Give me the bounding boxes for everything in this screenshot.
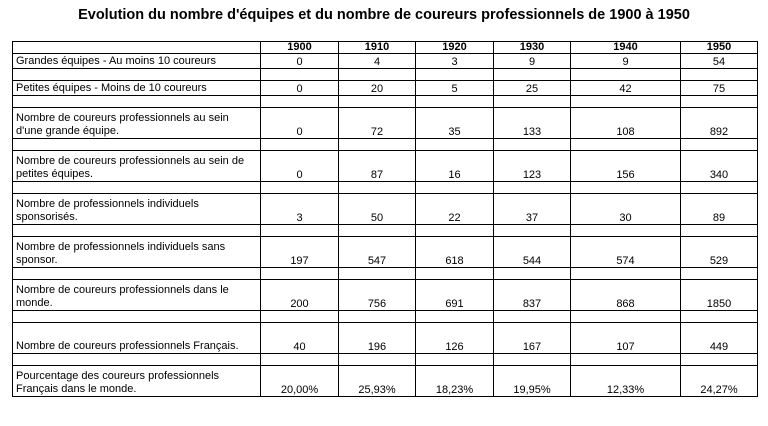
table-row: [13, 54, 758, 69]
spacer-row: [13, 139, 758, 151]
table-cell: 24,27%: [681, 366, 758, 397]
spacer-row: [13, 182, 758, 194]
table-cell: 22: [416, 194, 494, 225]
table-cell: 133: [494, 108, 571, 139]
row-label: Nombre de coureurs professionnels Français.: [13, 323, 261, 354]
table-cell: 19,95%: [494, 366, 571, 397]
table-cell: 544: [494, 237, 571, 268]
table-row: [13, 151, 758, 182]
year-header: 1920: [416, 42, 494, 54]
table-cell: 1850: [681, 280, 758, 311]
table-row: [13, 280, 758, 311]
spacer-row: [13, 311, 758, 323]
page-title: Evolution du nombre d'équipes et du nombre de coureurs professionnels de 1900 à 1950: [78, 7, 690, 23]
row-label: Petites équipes - Moins de 10 coureurs: [13, 81, 261, 96]
table-cell: 0: [261, 54, 339, 69]
spacer-row: [13, 69, 758, 81]
row-label: Nombre de coureurs professionnels dans le monde.: [13, 280, 261, 311]
table-cell: 200: [261, 280, 339, 311]
table-cell: 9: [494, 54, 571, 69]
table-cell: 42: [571, 81, 681, 96]
table-cell: 0: [261, 81, 339, 96]
row-label: Nombre de coureurs professionnels au sein d'une grande équipe.: [13, 108, 261, 139]
table-cell: 16: [416, 151, 494, 182]
table-cell: 3: [416, 54, 494, 69]
header-row: [13, 42, 758, 54]
year-header: 1950: [681, 42, 758, 54]
table-cell: 25: [494, 81, 571, 96]
table-row: [13, 108, 758, 139]
table-row: [13, 366, 758, 397]
table-cell: 20,00%: [261, 366, 339, 397]
table-row: [13, 194, 758, 225]
table-cell: 108: [571, 108, 681, 139]
year-header: 1940: [571, 42, 681, 54]
table-cell: 89: [681, 194, 758, 225]
table-cell: 9: [571, 54, 681, 69]
table-cell: 156: [571, 151, 681, 182]
table-cell: 126: [416, 323, 494, 354]
row-label: Nombre de professionnels individuels sponsorisés.: [13, 194, 261, 225]
table-cell: 35: [416, 108, 494, 139]
table-cell: 197: [261, 237, 339, 268]
table-cell: 868: [571, 280, 681, 311]
table-cell: 4: [339, 54, 416, 69]
row-label: Nombre de professionnels individuels sans sponsor.: [13, 237, 261, 268]
table-cell: 196: [339, 323, 416, 354]
table-cell: 40: [261, 323, 339, 354]
row-label: Nombre de coureurs professionnels au sein de petites équipes.: [13, 151, 261, 182]
spacer-row: [13, 268, 758, 280]
table-cell: 574: [571, 237, 681, 268]
table-cell: 12,33%: [571, 366, 681, 397]
table-cell: 691: [416, 280, 494, 311]
table-row: [13, 81, 758, 96]
table-cell: 449: [681, 323, 758, 354]
spacer-row: [13, 354, 758, 366]
table-cell: 75: [681, 81, 758, 96]
table-cell: 892: [681, 108, 758, 139]
table-cell: 123: [494, 151, 571, 182]
table-cell: 547: [339, 237, 416, 268]
spacer-row: [13, 225, 758, 237]
table-cell: 37: [494, 194, 571, 225]
table-cell: 72: [339, 108, 416, 139]
table-cell: 618: [416, 237, 494, 268]
table-cell: 3: [261, 194, 339, 225]
table-cell: 20: [339, 81, 416, 96]
table-cell: 5: [416, 81, 494, 96]
year-header: 1900: [261, 42, 339, 54]
table-cell: 167: [494, 323, 571, 354]
table-cell: 837: [494, 280, 571, 311]
table-row: [13, 323, 758, 354]
header-corner: [13, 42, 261, 54]
table-cell: 18,23%: [416, 366, 494, 397]
table-cell: 30: [571, 194, 681, 225]
year-header: 1910: [339, 42, 416, 54]
table-cell: 0: [261, 108, 339, 139]
table-cell: 340: [681, 151, 758, 182]
table-cell: 87: [339, 151, 416, 182]
year-header: 1930: [494, 42, 571, 54]
row-label: Grandes équipes - Au moins 10 coureurs: [13, 54, 261, 69]
table-cell: 107: [571, 323, 681, 354]
table-cell: 0: [261, 151, 339, 182]
table-cell: 50: [339, 194, 416, 225]
table-cell: 529: [681, 237, 758, 268]
table-cell: 25,93%: [339, 366, 416, 397]
table-cell: 54: [681, 54, 758, 69]
table-cell: 756: [339, 280, 416, 311]
table-row: [13, 237, 758, 268]
data-table: [12, 41, 758, 397]
spacer-row: [13, 96, 758, 108]
row-label: Pourcentage des coureurs professionnels Français dans le monde.: [13, 366, 261, 397]
